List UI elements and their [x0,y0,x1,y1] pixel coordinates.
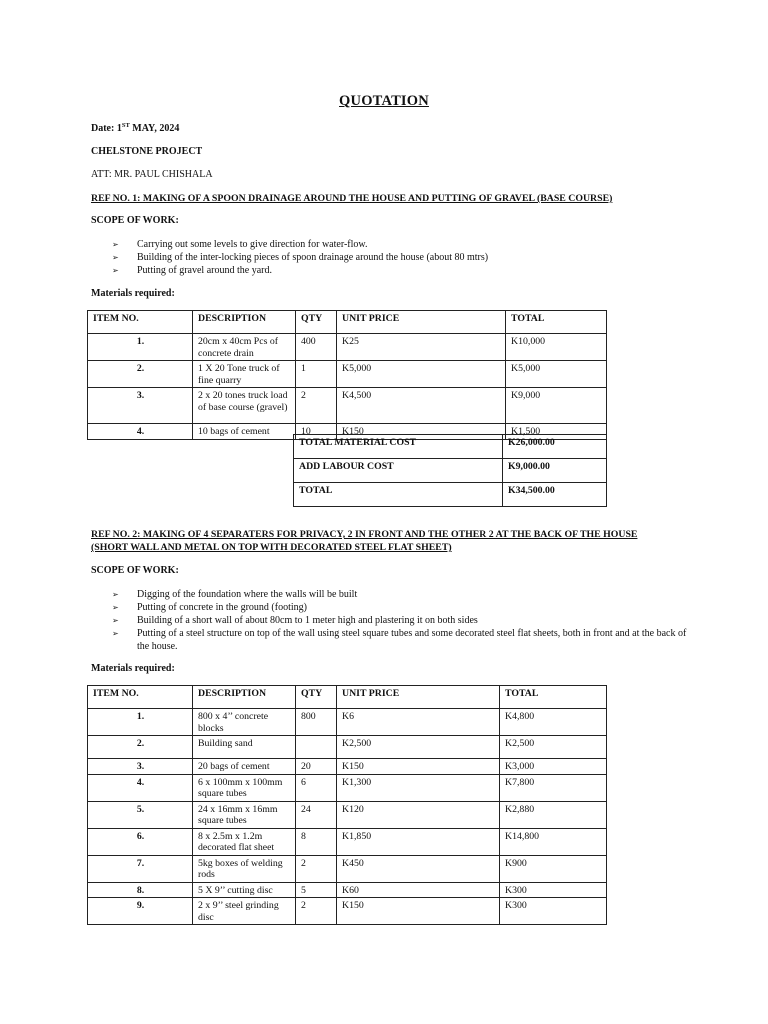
date-value: MAY, 2024 [129,123,180,134]
column-header: UNIT PRICE [337,311,506,334]
scope-item: ➢ Digging of the foundation where the walls will be built [112,589,358,600]
ref1-heading: REF NO. 1: MAKING OF A SPOON DRAINAGE AROUND THE HOUSE AND PUTTING OF GRAVEL (BASE COURSE) [91,193,613,204]
scope-item: ➢ Building of a short wall of about 80cm to 1 meter high and plastering it on both sides [112,615,478,626]
table-header-row [88,311,607,334]
project-name: CHELSTONE PROJECT [91,146,203,157]
column-header: QTY [296,311,337,334]
ref2-heading-line1: REF NO. 2: MAKING OF 4 SEPARATERS FOR PRIVACY, 2 IN FRONT AND THE OTHER 2 AT THE BACK OF THE HOUSE [91,529,638,540]
arrow-bullet-icon: ➢ [112,253,119,262]
table-row: 6. 8 x 2.5m x 1.2m decorated flat sheet 8 K1,850 K14,800 [88,828,607,855]
labour-cost-value: K9,000.00 [503,459,607,483]
arrow-bullet-icon: ➢ [112,590,119,599]
ref1-scope-list [112,238,712,277]
date-ordinal: ST [121,122,130,129]
total-material-cost-value: K26,000.00 [503,435,607,459]
table-row: 9. 2 x 9’’ steel grinding disc 2 K150 K300 [88,898,607,925]
ref2-materials-label: Materials required: [91,663,175,674]
ref2-heading-line2: (SHORT WALL AND METAL ON TOP WITH DECORATED STEEL FLAT SHEET) [91,542,452,553]
ref1-scope-label: SCOPE OF WORK: [91,215,179,226]
ref1-materials-label: Materials required: [91,288,175,299]
column-header: ITEM NO. [88,311,193,334]
grand-total-label: TOTAL [294,483,503,507]
labour-cost-label: ADD LABOUR COST [294,459,503,483]
table-header-row [88,686,607,709]
summary-row [294,435,607,459]
arrow-bullet-icon: ➢ [112,266,119,275]
table-row: 5. 24 x 16mm x 16mm square tubes 24 K120 K2,880 [88,801,607,828]
page-title: QUOTATION [339,93,429,109]
ref2-scope-list [112,588,688,653]
attention-line: ATT: MR. PAUL CHISHALA [91,169,213,180]
arrow-bullet-icon: ➢ [112,629,119,638]
column-header: TOTAL [500,686,607,709]
column-header: TOTAL [506,311,607,334]
column-header: QTY [296,686,337,709]
table-row: 4. 6 x 100mm x 100mm square tubes 6 K1,300 K7,800 [88,774,607,801]
column-header: DESCRIPTION [193,686,296,709]
quotation-date [91,123,179,134]
ref2-materials-table [87,685,607,925]
table-row: 2. 1 X 20 Tone truck of fine quarry 1 K5,000 K5,000 [88,361,607,388]
table-row: 8. 5 X 9’’ cutting disc 5 K60 K300 [88,882,607,898]
ref2-scope-label: SCOPE OF WORK: [91,565,179,576]
table-row: 3. 2 x 20 tones truck load of base course (gravel) 2 K4,500 K9,000 [88,388,607,424]
ref1-materials-table [87,310,607,440]
grand-total-value: K34,500.00 [503,483,607,507]
summary-row [294,459,607,483]
scope-item: ➢ Putting of gravel around the yard. [112,265,272,276]
column-header: ITEM NO. [88,686,193,709]
table-row: 2. Building sand K2,500 K2,500 [88,736,607,759]
scope-item: ➢ Putting of concrete in the ground (footing) [112,602,307,613]
table-row: 1. 20cm x 40cm Pcs of concrete drain 400 K25 K10,000 [88,334,607,361]
column-header: UNIT PRICE [337,686,500,709]
arrow-bullet-icon: ➢ [112,603,119,612]
arrow-bullet-icon: ➢ [112,240,119,249]
scope-item: ➢ Building of the inter-locking pieces of spoon drainage around the house (about 80 mtrs) [112,252,489,263]
summary-row [294,483,607,507]
table-row: 1. 800 x 4’’ concrete blocks 800 K6 K4,800 [88,709,607,736]
total-material-cost-label: TOTAL MATERIAL COST [294,435,503,459]
table-row: 4. 10 bags of cement 10 K150 K1,500 [88,424,607,440]
date-label: Date: 1 [91,123,122,134]
ref1-summary-table [293,434,607,507]
table-row: 3. 20 bags of cement 20 K150 K3,000 [88,759,607,775]
scope-item: ➢ Putting of a steel structure on top of the wall using steel square tubes and some decorated steel flat sheets, both in front and at the back of the house. [112,628,687,652]
scope-item: ➢ Carrying out some levels to give direction for water-flow. [112,239,368,250]
column-header: DESCRIPTION [193,311,296,334]
table-row: 7. 5kg boxes of welding rods 2 K450 K900 [88,855,607,882]
arrow-bullet-icon: ➢ [112,616,119,625]
